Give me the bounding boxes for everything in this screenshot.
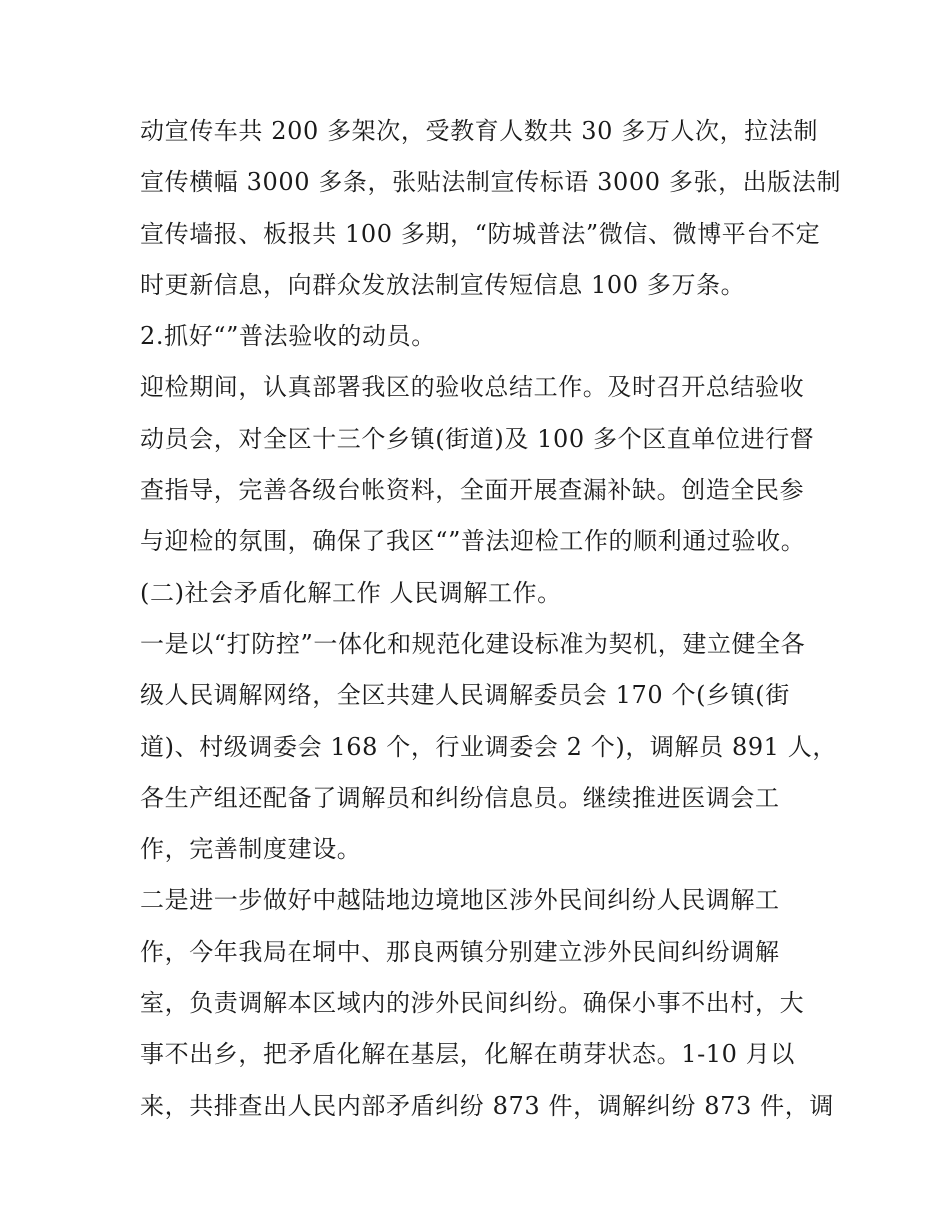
section-heading: 2.抓好“”普法验收的动员。 [140,322,436,351]
text-line: 事不出乡，把矛盾化解在基层，化解在萌芽状态。1-10 月以 [140,1040,795,1069]
document-body [140,106,842,1132]
text-line: 动员会，对全区十三个乡镇(街道)及 100 多个区直单位进行督 [140,424,815,453]
text-line: 室，负责调解本区域内的涉外民间纠纷。确保小事不出村，大 [140,989,805,1018]
text-line: 动宣传车共 200 多架次，受教育人数共 30 多万人次，拉法制 [140,117,819,145]
text-line: 与迎检的氛围，确保了我区“”普法迎检工作的顺利通过验收。 [140,527,806,556]
text-line: 作，完善制度建设。 [140,835,362,864]
text-line: 级人民调解网络，全区共建人民调解委员会 170 个(乡镇(街 [140,681,790,710]
text-line: 各生产组还配备了调解员和纠纷信息员。继续推进医调会工 [140,783,780,812]
section-heading: (二)社会矛盾化解工作 人民调解工作。 [140,578,562,607]
text-line: 二是进一步做好中越陆地边境地区涉外民间纠纷人民调解工 [140,886,780,915]
text-line: 作，今年我局在垌中、那良两镇分别建立涉外民间纠纷调解 [140,937,780,966]
text-line: 时更新信息，向群众发放法制宣传短信息 100 多万条。 [140,270,746,299]
text-line: 一是以“打防控”一体化和规范化建设标准为契机，建立健全各 [140,629,806,658]
text-line: 道)、村级调委会 168 个，行业调委会 2 个)，调解员 891 人， [140,732,837,761]
text-line: 查指导，完善各级台帐资料，全面开展查漏补缺。创造全民参 [140,476,805,505]
text-line: 迎检期间，认真部署我区的验收总结工作。及时召开总结验收 [140,373,805,402]
text-line: 来，共排查出人民内部矛盾纠纷 873 件，调解纠纷 873 件，调 [140,1091,834,1120]
text-line: 宣传墙报、板报共 100 多期，“防城普法”微信、微博平台不定 [140,219,821,248]
text-line: 宣传横幅 3000 多条，张贴法制宣传标语 3000 多张，出版法制 [140,168,842,197]
